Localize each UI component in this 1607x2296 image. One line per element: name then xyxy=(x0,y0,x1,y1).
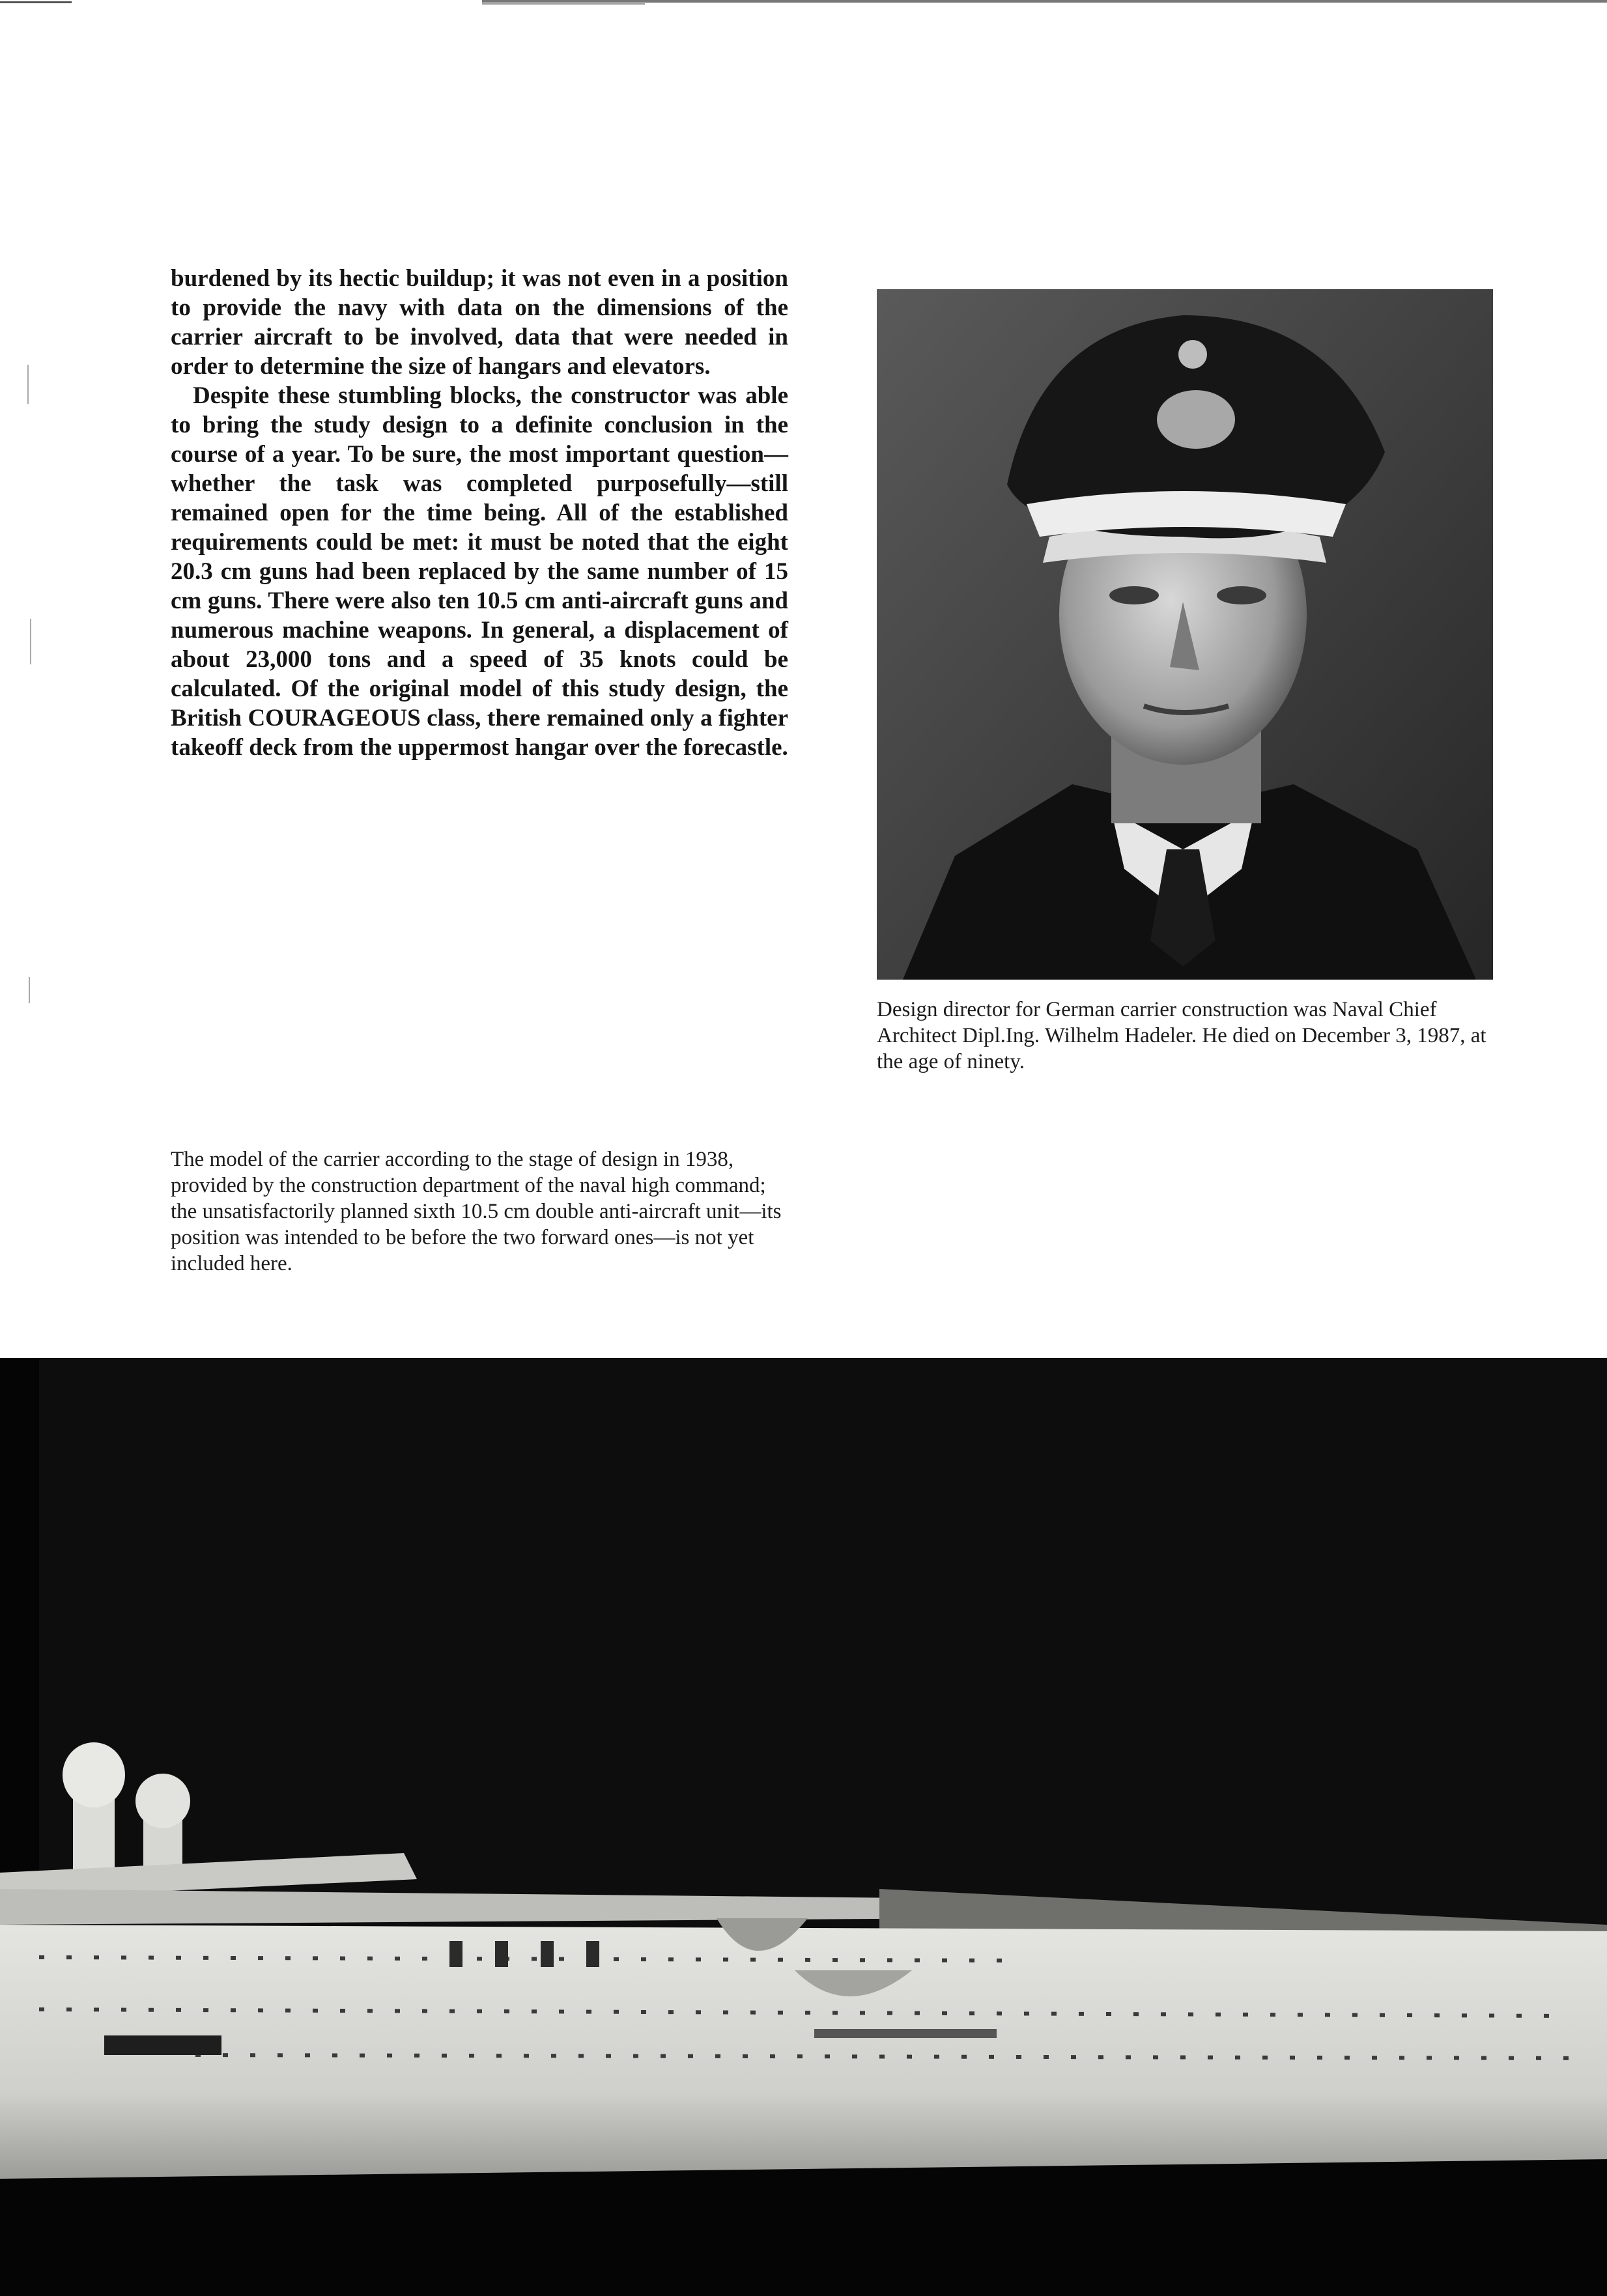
margin-mark xyxy=(29,977,30,1003)
margin-mark xyxy=(27,365,29,404)
paragraph: burdened by its hectic buildup; it was not even in a position to provide the navy with data on the dimensions of the carrier aircraft to be involved, data that were needed in order to determine the size of hangars and elevators. xyxy=(171,265,788,380)
portrait-photo xyxy=(877,289,1493,980)
top-rule xyxy=(0,0,1607,4)
carrier-model-photo xyxy=(0,1358,1607,2296)
paragraph: Despite these stumbling blocks, the constructor was able to bring the study design to a definite conclusion in the course of a year. To be sure, the most important question—whether the task was completed purposefully—still remained open for the time being. All of the established requirements could be met: it must be noted that the eight 20.3 cm guns had been replaced by the same number of 15 cm guns. There were also ten 10.5 cm anti-aircraft guns and numerous machine weapons. In general, a displacement of about 23,000 tons and a speed of 35 knots could be calculated. Of the original model of this study design, the British COURAGEOUS class, there remained only a fighter takeoff deck from the uppermost hangar over the forecastle. xyxy=(171,382,788,761)
model-caption: The model of the carrier according to the stage of design in 1938, provided by the construction department of the naval high command; the unsatisfactorily planned sixth 10.5 cm double anti-aircraft unit—its position was intended to be before the two forward ones—is not yet included here. xyxy=(171,1148,782,1275)
margin-mark xyxy=(30,619,31,664)
body-text xyxy=(171,264,788,762)
portrait-caption: Design director for German carrier construction was Naval Chief Architect Dipl.Ing. Wilhelm Hadeler. He died on December 3, 1987, at the age of ninety. xyxy=(877,998,1486,1073)
